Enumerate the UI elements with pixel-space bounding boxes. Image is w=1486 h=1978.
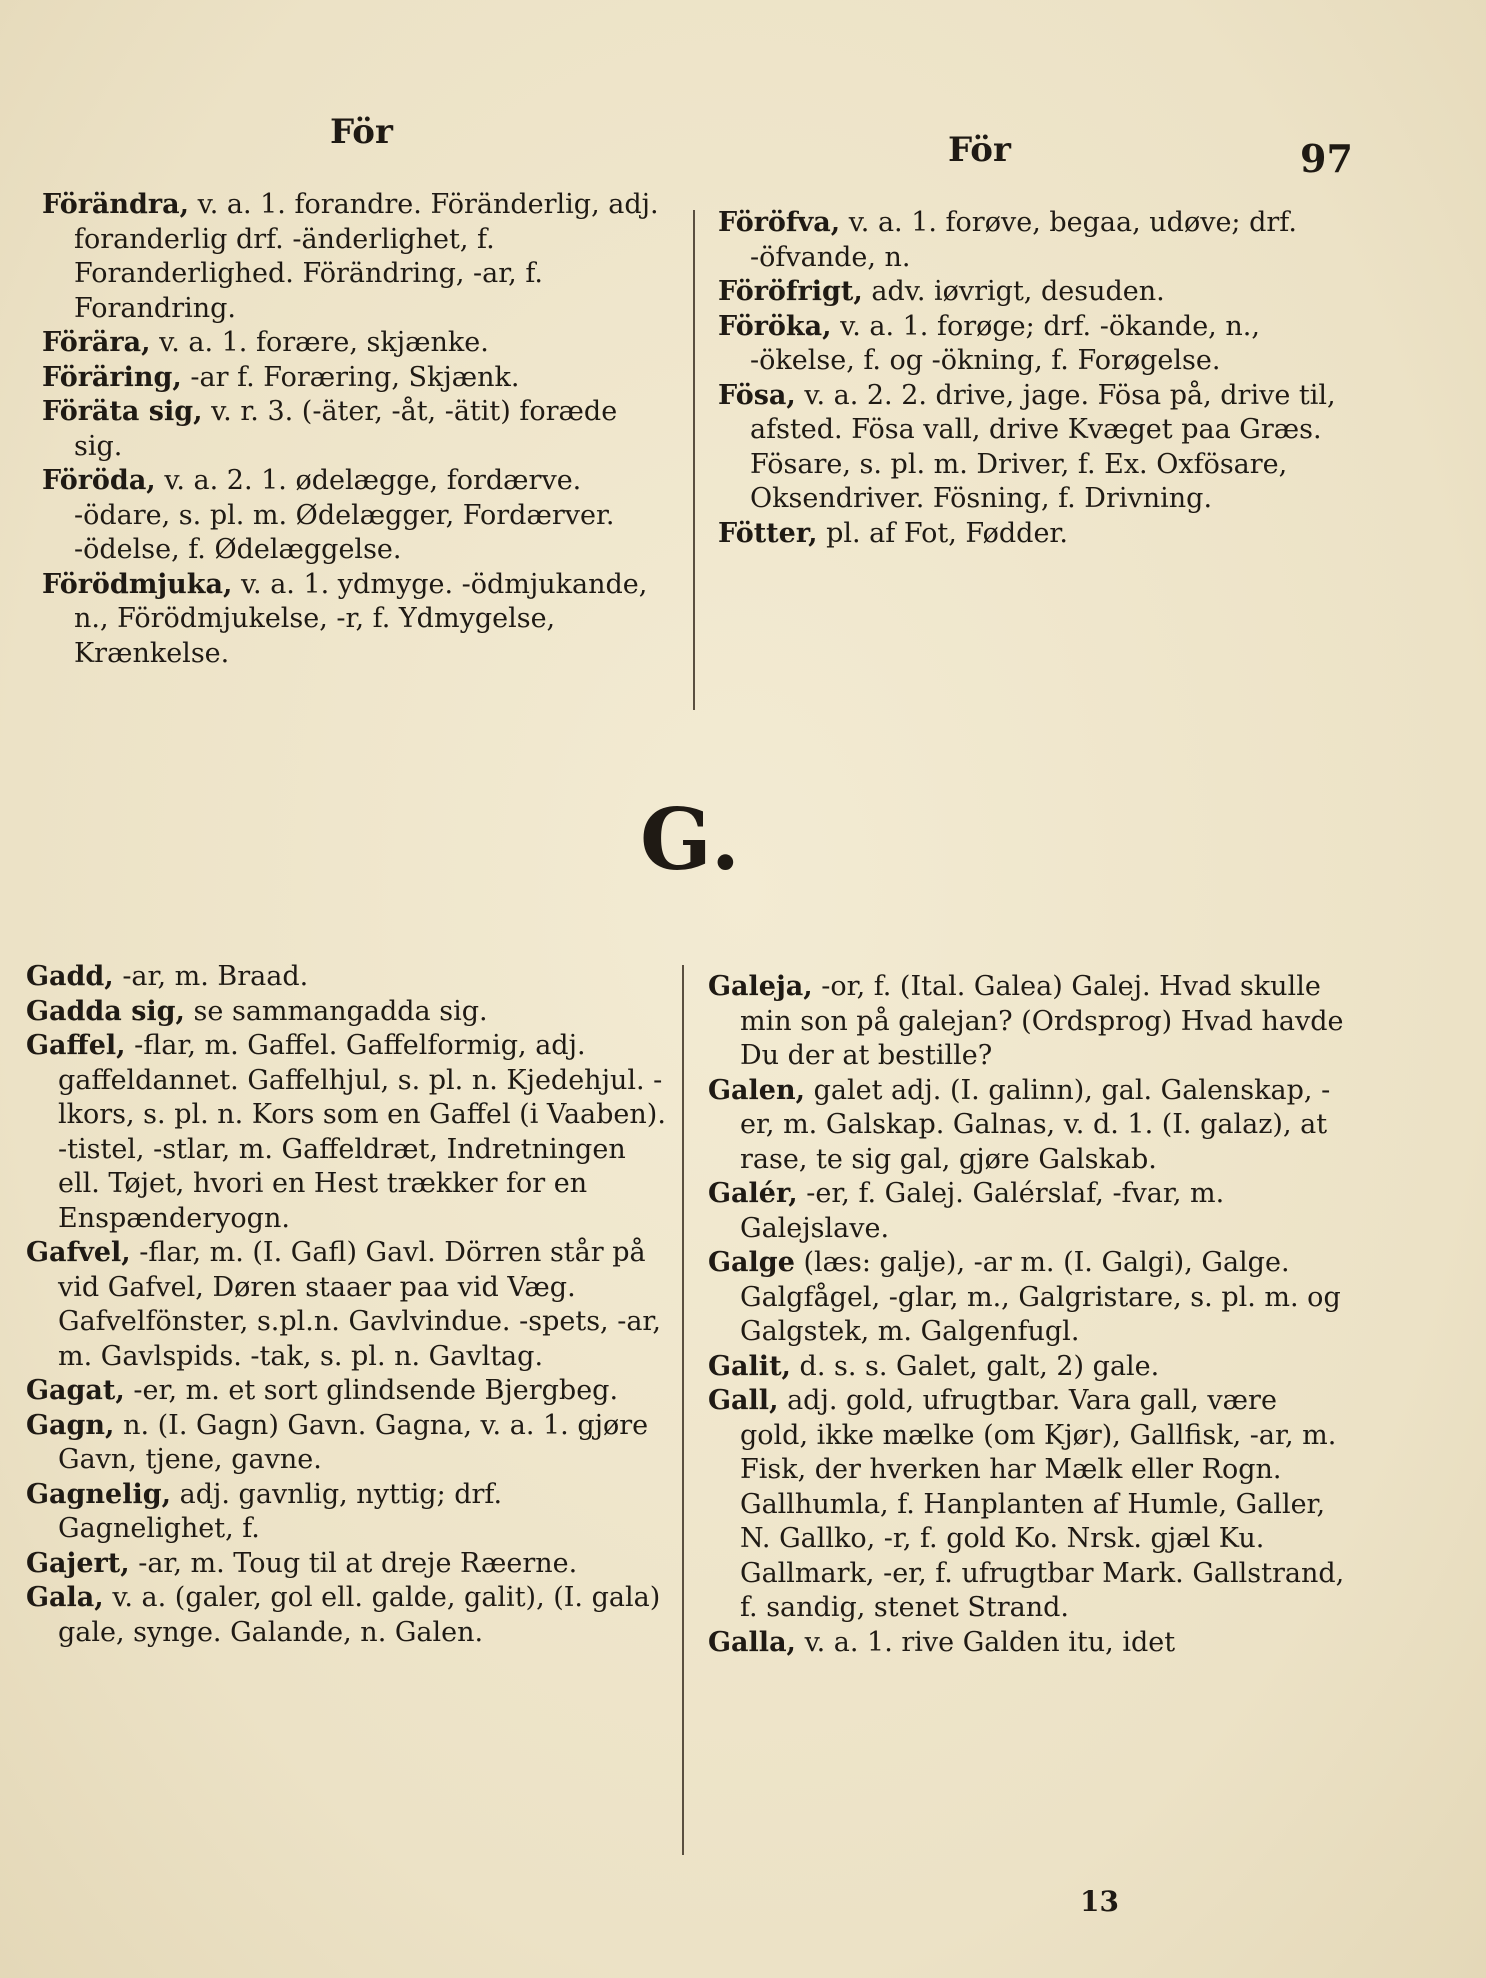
headword: Gaffel, [26, 1030, 126, 1061]
headword: Gala, [26, 1582, 104, 1613]
definition: pl. af Fot, Fødder. [826, 517, 1068, 549]
page-number: 97 [1300, 136, 1353, 181]
entry [42, 568, 672, 672]
entry [718, 517, 1358, 552]
entry [26, 1478, 671, 1547]
definition: adj. gavnlig, nyttig; drf. Gagnelighet, f. [58, 1478, 503, 1544]
headword: Föröda, [42, 465, 156, 496]
definition: v. r. 3. (-äter, -åt, -ätit) foræde sig. [74, 396, 618, 462]
column-rule [693, 210, 695, 710]
entry [42, 326, 672, 361]
entry [718, 310, 1358, 379]
headword: Förödmjuka, [42, 568, 233, 600]
definition: n. (I. Gagn) Gavn. Gagna, v. a. 1. gjøre Gavn, tjene, gavne. [58, 1409, 649, 1475]
definition: -ar, m. Braad. [122, 961, 309, 992]
definition: -ar, m. Toug til at dreje Ræerne. [138, 1547, 578, 1579]
headword: Galla, [708, 1626, 796, 1658]
definition: v. a. (galer, gol ell. galde, galit), (I. gala) gale, synge. Galande, n. Galen. [58, 1582, 661, 1648]
headword: Gadd, [26, 961, 114, 992]
definition: -ar f. Foræring, Skjænk. [190, 361, 520, 393]
section-letter: G. [640, 790, 742, 889]
headword: Fösa, [718, 379, 796, 411]
entry [42, 188, 672, 326]
entry [708, 1626, 1348, 1661]
headword: Föröka, [718, 310, 832, 342]
headword: Föröfrigt, [718, 276, 863, 307]
definition: -flar, m. (I. Gafl) Gavl. Dörren står på vid Gafvel, Døren staaer paa vid Væg. Gafvelfönster, s.pl.n. Gavlvindue. -spets, -ar, m. Gavlspids. -tak, s. pl. n. Gavltag. [58, 1237, 661, 1372]
entry [26, 1374, 671, 1409]
definition: v. a. 1. forøge; drf. -ökande, n., -ökelse, f. og -ökning, f. Forøgelse. [750, 310, 1260, 376]
headword: Galér, [708, 1178, 798, 1209]
entry [26, 1409, 671, 1478]
definition: v. a. 1. forandre. Föränderlig, adj. foranderlig drf. -änderlighet, f. Foranderlighed. Förändring, -ar, f. Forandring. [74, 189, 659, 324]
headword: Gagat, [26, 1375, 125, 1406]
headword: Gajert, [26, 1547, 130, 1579]
entry [26, 960, 671, 995]
headword: Gagn, [26, 1409, 115, 1441]
entry [708, 1246, 1348, 1350]
entry [26, 1236, 671, 1374]
entry [718, 206, 1358, 275]
headword: Galeja, [708, 971, 813, 1002]
definition: -er, f. Galej. Galérslaf, -fvar, m. Galejslave. [740, 1178, 1225, 1244]
entry [708, 970, 1348, 1074]
headword: Gall, [708, 1385, 779, 1416]
signature-mark: 13 [1080, 1885, 1119, 1918]
column-rule [682, 965, 684, 1855]
entry [42, 395, 672, 464]
definition: -er, m. et sort glindsende Bjergbeg. [133, 1375, 619, 1406]
definition: v. a. 1. ydmyge. -ödmjukande, n., Förödmjukelse, -r, f. Ydmygelse, Krænkelse. [74, 568, 648, 669]
definition: v. a. 1. forøve, begaa, udøve; drf. -öfvande, n. [750, 207, 1297, 273]
entry [42, 361, 672, 396]
definition: -flar, m. Gaffel. Gaffelformig, adj. gaffeldannet. Gaffelhjul, s. pl. n. Kjedehjul. -lkors, s. pl. n. Kors som en Gaffel (i Vaaben). -tistel, -stlar, m. Gaffeldræt, Indretningen ell. Tøjet, hvori en Hest trækker for en Enspænderyogn. [58, 1030, 666, 1234]
headword: Gadda sig, [26, 995, 185, 1027]
entry [708, 1074, 1348, 1178]
entry [26, 1029, 671, 1236]
definition: v. a. 2. 2. drive, jage. Fösa på, drive til, afsted. Fösa vall, drive Kvæget paa Græs. Fösare, s. pl. m. Driver, f. Ex. Oxfösare, Oksendriver. Fösning, f. Drivning. [750, 379, 1336, 514]
headword: Föröfva, [718, 207, 841, 238]
entry [42, 464, 672, 568]
definition: d. s. s. Galet, galt, 2) gale. [799, 1350, 1160, 1382]
entry [26, 1581, 671, 1650]
definition: adv. iøvrigt, desuden. [871, 276, 1165, 307]
entry [708, 1177, 1348, 1246]
column-top-left [42, 188, 672, 671]
entry [718, 379, 1358, 517]
running-head-left: För [330, 112, 393, 152]
definition: galet adj. (I. galinn), gal. Galenskap, -er, m. Galskap. Galnas, v. d. 1. (I. galaz), at rase, te sig gal, gjøre Galskab. [740, 1074, 1331, 1175]
definition: v. a. 1. rive Galden itu, idet [804, 1626, 1176, 1658]
definition: (læs: galje), -ar m. (I. Galgi), Galge. Galgfågel, -glar, m., Galgristare, s. pl. m. og Galgstek, m. Galgenfugl. [740, 1247, 1341, 1347]
definition: v. a. 1. forære, skjænke. [159, 327, 489, 358]
column-bottom-left [26, 960, 671, 1650]
headword: Galge [708, 1247, 795, 1278]
column-bottom-right [708, 970, 1348, 1660]
column-top-right [718, 206, 1358, 551]
headword: Fötter, [718, 517, 818, 549]
entry [708, 1350, 1348, 1385]
headword: Galit, [708, 1350, 791, 1382]
definition: -or, f. (Ital. Galea) Galej. Hvad skulle min son på galejan? (Ordsprog) Hvad havde Du der at bestille? [740, 971, 1344, 1071]
definition: adj. gold, ufrugtbar. Vara gall, være gold, ikke mælke (om Kjør), Gallfisk, -ar, m. Fisk, der hverken har Mælk eller Rogn. Gallhumla, f. Hanplanten af Humle, Galler, N. Gallko, -r, f. gold Ko. Nrsk. gjæl Ku. Gallmark, -er, f. ufrugtbar Mark. Gallstrand, f. sandig, stenet Strand. [740, 1385, 1345, 1623]
definition: v. a. 2. 1. ødelægge, fordærve. -ödare, s. pl. m. Ødelægger, Fordærver. -ödelse, f. Ødelæggelse. [74, 465, 615, 565]
definition: se sammangadda sig. [193, 995, 488, 1027]
headword: Förära, [42, 327, 151, 358]
running-head-right: För [948, 130, 1011, 170]
entry [26, 1547, 671, 1582]
entry [26, 995, 671, 1030]
headword: Förändra, [42, 189, 190, 220]
entry [718, 275, 1358, 310]
headword: Gagnelig, [26, 1478, 172, 1510]
headword: Galen, [708, 1074, 806, 1106]
headword: Föräta sig, [42, 396, 203, 427]
headword: Gafvel, [26, 1237, 131, 1268]
headword: Föräring, [42, 361, 182, 393]
entry [708, 1384, 1348, 1626]
